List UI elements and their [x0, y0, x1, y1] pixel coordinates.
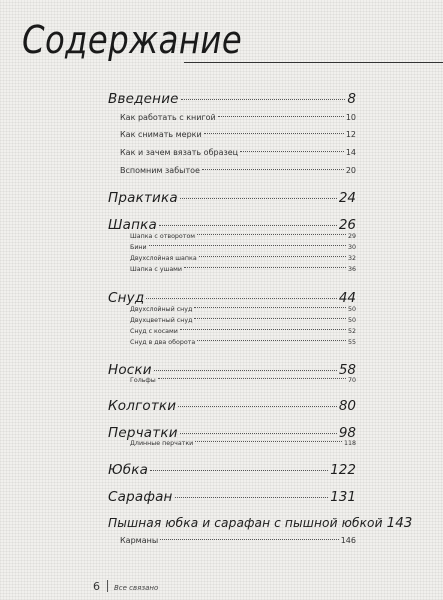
toc-leader [194, 318, 346, 319]
footer-page-number: 6 [93, 580, 100, 593]
toc-entry-label: Введение [108, 91, 179, 107]
toc-entry-kak-rabotat[interactable] [120, 113, 356, 122]
toc-entry-dlinnye-perchatki[interactable] [130, 440, 356, 447]
toc-entry-label: Перчатки [108, 425, 178, 441]
toc-entry-label: Шапка [108, 217, 157, 233]
toc-leader [184, 267, 346, 268]
toc-entry-page: 70 [347, 377, 356, 384]
toc-entry-page: 118 [343, 440, 356, 447]
toc-leader [154, 370, 337, 371]
toc-entry-label: Практика [108, 190, 178, 206]
toc-entry-label: Как снимать мерки [120, 130, 202, 139]
toc-leader [202, 169, 344, 170]
toc-entry-sarafan[interactable] [108, 489, 356, 505]
toc-entry-page: 24 [338, 190, 356, 206]
toc-entry-label: Снуд в два оборота [130, 339, 196, 346]
toc-leader [181, 99, 346, 100]
toc-entry-shapka-otvorot[interactable] [130, 233, 356, 240]
toc-entry-dvuhsloynaya-shapka[interactable] [130, 255, 356, 262]
toc-leader [149, 245, 346, 246]
toc-entry-label: Как работать с книгой [120, 113, 216, 122]
page-footer [93, 578, 158, 593]
toc-leader [204, 133, 344, 134]
toc-leader [194, 307, 346, 308]
toc-entry-page: 10 [345, 113, 356, 122]
toc-entry-label: Бини [130, 244, 147, 251]
toc-leader [218, 116, 344, 117]
toc-entry-snud[interactable] [108, 290, 356, 306]
toc-entry-label: Колготки [108, 398, 177, 414]
toc-leader [178, 406, 337, 407]
toc-entry-label: Вспомним забытое [120, 166, 200, 175]
toc-entry-label: Юбка [108, 462, 149, 478]
toc-entry-praktika[interactable] [108, 190, 356, 206]
toc-entry-page: 32 [347, 255, 356, 262]
toc-leader [146, 298, 336, 299]
toc-entry-label: Длинные перчатки [130, 440, 194, 447]
toc-entry-karmany[interactable] [120, 536, 356, 545]
toc-leader [160, 539, 339, 540]
toc-entry-page: 8 [347, 91, 356, 107]
toc-entry-label: Пышная юбка и сарафан с пышной юбкой [108, 516, 383, 530]
toc-entry-page: 12 [345, 130, 356, 139]
toc-leader [180, 198, 337, 199]
toc-entry-page: 14 [345, 148, 356, 157]
toc-entry-label: Как и зачем вязать образец [120, 148, 239, 157]
toc-entry-label: Карманы [120, 536, 159, 545]
toc-leader [180, 433, 337, 434]
toc-entry-label: Шапка с ушами [130, 266, 183, 273]
toc-leader [180, 329, 346, 330]
toc-entry-vvedenie[interactable] [108, 91, 356, 107]
toc-entry-page: 30 [347, 244, 356, 251]
toc-entry-label: Двухслойный снуд [130, 306, 193, 313]
toc-leader [159, 225, 337, 226]
toc-entry-label: Сарафан [108, 489, 173, 505]
toc-leader [195, 441, 342, 442]
toc-entry-label: Шапка с отворотом [130, 233, 196, 240]
toc-entry-dvuhcvetny-snud[interactable] [130, 317, 356, 324]
toc-entry-page: 122 [330, 462, 356, 478]
toc-entry-page: 52 [347, 328, 356, 335]
toc-entry-kak-vyazat[interactable] [120, 148, 356, 157]
toc-leader [197, 340, 346, 341]
toc-entry-snud-oborota[interactable] [130, 339, 356, 346]
toc-entry-golfy[interactable] [130, 377, 356, 384]
toc-leader [197, 234, 346, 235]
toc-entry-page: 131 [330, 489, 356, 505]
toc-entry-yubka[interactable] [108, 462, 356, 478]
toc-entry-perchatki[interactable] [108, 425, 356, 441]
toc-entry-page: 26 [338, 217, 356, 233]
toc-leader [175, 497, 329, 498]
toc-entry-page: 36 [347, 266, 356, 273]
toc-entry-page: 29 [347, 233, 356, 240]
toc-entry-dvuhsloyny-snud[interactable] [130, 306, 356, 313]
toc-leader [240, 151, 344, 152]
title-row [22, 18, 443, 78]
toc-leader [158, 378, 346, 379]
toc-entry-kolgotki[interactable] [108, 398, 356, 414]
toc-entry-page: 55 [347, 339, 356, 346]
toc-entry-noski[interactable] [108, 362, 356, 378]
toc-entry-page: 44 [338, 290, 356, 306]
toc-entry-page: 80 [338, 398, 356, 414]
toc-entry-page: 98 [338, 425, 356, 441]
page-title: Содержание [22, 18, 243, 62]
toc-entry-vspomnim[interactable] [120, 166, 356, 175]
toc-entry-shapka-ushami[interactable] [130, 266, 356, 273]
toc-entry-page: 58 [338, 362, 356, 378]
footer-running-title: Все связано [114, 584, 159, 592]
toc-entry-bini[interactable] [130, 244, 356, 251]
toc-entry-shapka[interactable] [108, 217, 356, 233]
toc-entry-label: Двухцветный снуд [130, 317, 193, 324]
toc-entry-snud-kosami[interactable] [130, 328, 356, 335]
toc-leader [150, 470, 328, 471]
toc-entry-page: 146 [340, 536, 356, 545]
toc-entry-label: Снуд с косами [130, 328, 178, 335]
toc-entry-page: 143 [386, 515, 413, 531]
toc-entry-pyshnaya[interactable] [108, 515, 413, 531]
title-rule [184, 62, 443, 63]
toc-entry-label: Носки [108, 362, 152, 378]
toc-entry-label: Гольфы [130, 377, 156, 384]
toc-entry-page: 50 [347, 317, 356, 324]
footer-divider [107, 580, 108, 592]
toc-entry-kak-snimat[interactable] [120, 130, 356, 139]
toc-leader [199, 256, 346, 257]
toc-entry-label: Снуд [108, 290, 145, 306]
toc-entry-page: 50 [347, 306, 356, 313]
toc-entry-page: 20 [345, 166, 356, 175]
toc-entry-label: Двухслойная шапка [130, 255, 197, 262]
